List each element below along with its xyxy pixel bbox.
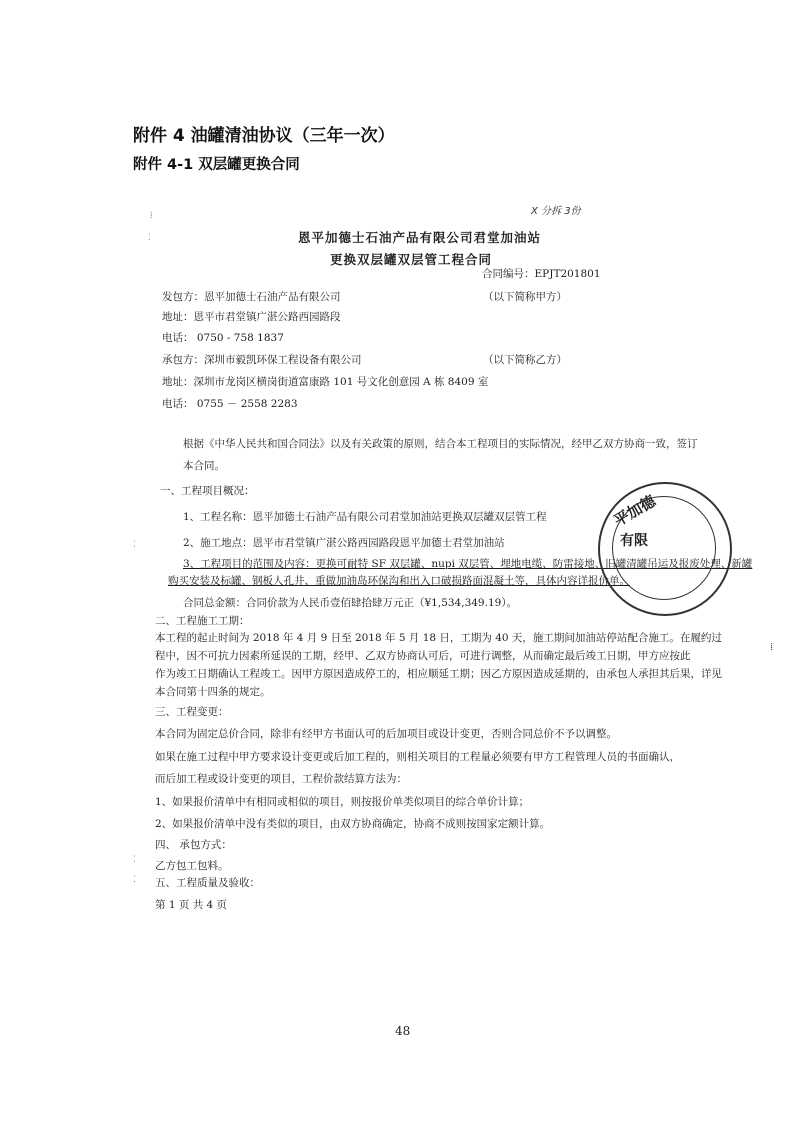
- party-a-alias: （以下简称甲方）: [483, 291, 567, 303]
- party-a-label: 发包方：: [162, 291, 204, 303]
- section2-title: 二、工程施工工期：: [155, 615, 250, 627]
- sub-appendix-heading: 附件 4-1 双层罐更换合同: [133, 157, 300, 173]
- section2-line1: 本工程的起止时间为 2018 年 4 月 9 日至 2018 年 5 月 18 日，工期为 40 天，施工期间加油站停站配合施工。在履约过: [155, 632, 722, 644]
- construction-site: 2、施工地点：恩平市君堂镇广湛公路西园路段恩平加德士君堂加油站: [183, 537, 505, 549]
- contract-number-value: EPJT201801: [534, 268, 601, 280]
- section2-line3: 作为竣工日期确认工程竣工。因甲方原因造成停工的，相应顺延工期；因乙方原因造成延期的，由承包人承担其后果，详见: [155, 668, 722, 680]
- party-b-phone: 电话： 0755 － 2558 2283: [162, 398, 298, 410]
- section2-line2: 程中，因不可抗力因素所延误的工期，经甲、乙双方协商认可后，可进行调整，从而确定最后竣工日期，甲方应按此: [155, 650, 691, 662]
- section3-line1: 本合同为固定总价合同，除非有经甲方书面认可的后加项目或设计变更，否则合同总价不予以调整。: [155, 728, 617, 740]
- party-a-line: [162, 290, 341, 304]
- project-scope-line1: 3、工程项目的范围及内容：更换可耐特 SF 双层罐、nupi 双层管、埋地电缆、防雷接地、旧罐清罐吊运及报废处理、新罐: [183, 558, 753, 570]
- page-number: 48: [395, 1024, 411, 1038]
- section4-title: 四、 承包方式：: [155, 839, 232, 851]
- section3-line5: 2、如果报价清单中没有类似的项目，由双方协商确定，协商不成则按国家定额计算。: [155, 818, 551, 830]
- project-name: 1、工程名称：恩平加德士石油产品有限公司君堂加油站更换双层罐双层管工程: [183, 511, 547, 523]
- party-a-phone: 电话： 0750 - 758 1837: [162, 332, 284, 344]
- contract-number: [482, 267, 601, 281]
- intro-paragraph-line1: 根据《中华人民共和国合同法》以及有关政策的原则，结合本工程项目的实际情况，经甲乙双方协商一致，签订: [183, 438, 698, 450]
- seal-edge-mark: ⁞: [770, 640, 774, 653]
- scan-mark: ⁞: [150, 211, 153, 221]
- page-footer: 第 1 页 共 4 页: [155, 899, 228, 911]
- section5-title: 五、工程质量及验收：: [155, 877, 260, 889]
- party-b-name: 深圳市毅凯环保工程设备有限公司: [204, 354, 362, 366]
- scan-mark: ⁚: [148, 233, 151, 243]
- scan-mark: ⁚: [133, 540, 136, 550]
- section4-line1: 乙方包工包料。: [155, 860, 229, 872]
- section3-line2: 如果在施工过程中甲方要求设计变更或后加工程的，则相关项目的工程量必须要有甲方工程管理人员的书面确认，: [155, 751, 680, 763]
- contract-title-line2: 更换双层罐双层管工程合同: [330, 252, 493, 267]
- seal-text-middle: 有限: [620, 533, 648, 549]
- party-b-address: 地址：深圳市龙岗区横岗街道富康路 101 号文化创意园 A 栋 8409 室: [162, 376, 489, 388]
- appendix-heading: 附件 4 油罐清油协议（三年一次）: [133, 126, 395, 146]
- contract-title-line1: 恩平加德士石油产品有限公司君堂加油站: [298, 230, 542, 245]
- contract-number-label: 合同编号：: [482, 268, 535, 280]
- party-b-alias: （以下简称乙方）: [483, 354, 567, 366]
- section2-line4: 本合同第十四条的规定。: [155, 686, 271, 698]
- section3-line3: 而后加工程或设计变更的项目，工程价款结算方法为：: [155, 773, 407, 785]
- contract-total-amount: 合同总金额：合同价款为人民币壹佰肆拾肆万元正（¥1,534,349.19）。: [183, 597, 518, 609]
- party-b-label: 承包方：: [162, 354, 204, 366]
- party-a-name: 恩平加德士石油产品有限公司: [204, 291, 341, 303]
- scan-mark: ⁚: [133, 855, 136, 865]
- intro-paragraph-line2: 本合同。: [183, 460, 225, 472]
- seal-text-top: 平加德: [610, 491, 659, 530]
- party-a-address: 地址：恩平市君堂镇广湛公路西园路段: [162, 311, 341, 323]
- handwritten-note: X 分拆 3份: [531, 206, 581, 217]
- section1-title: 一、工程项目概况：: [160, 485, 255, 497]
- section3-line4: 1、如果报价清单中有相同或相似的项目，则按报价单类似项目的综合单价计算；: [155, 796, 530, 808]
- project-scope-line2: 购买安装及标罐、钢板人孔井、重做加油岛环保沟和出入口破损路面混凝土等，具体内容详报价单。: [168, 575, 630, 587]
- scan-mark: ⁚: [133, 875, 136, 885]
- party-b-line: [162, 353, 362, 367]
- section3-title: 三、工程变更：: [155, 706, 229, 718]
